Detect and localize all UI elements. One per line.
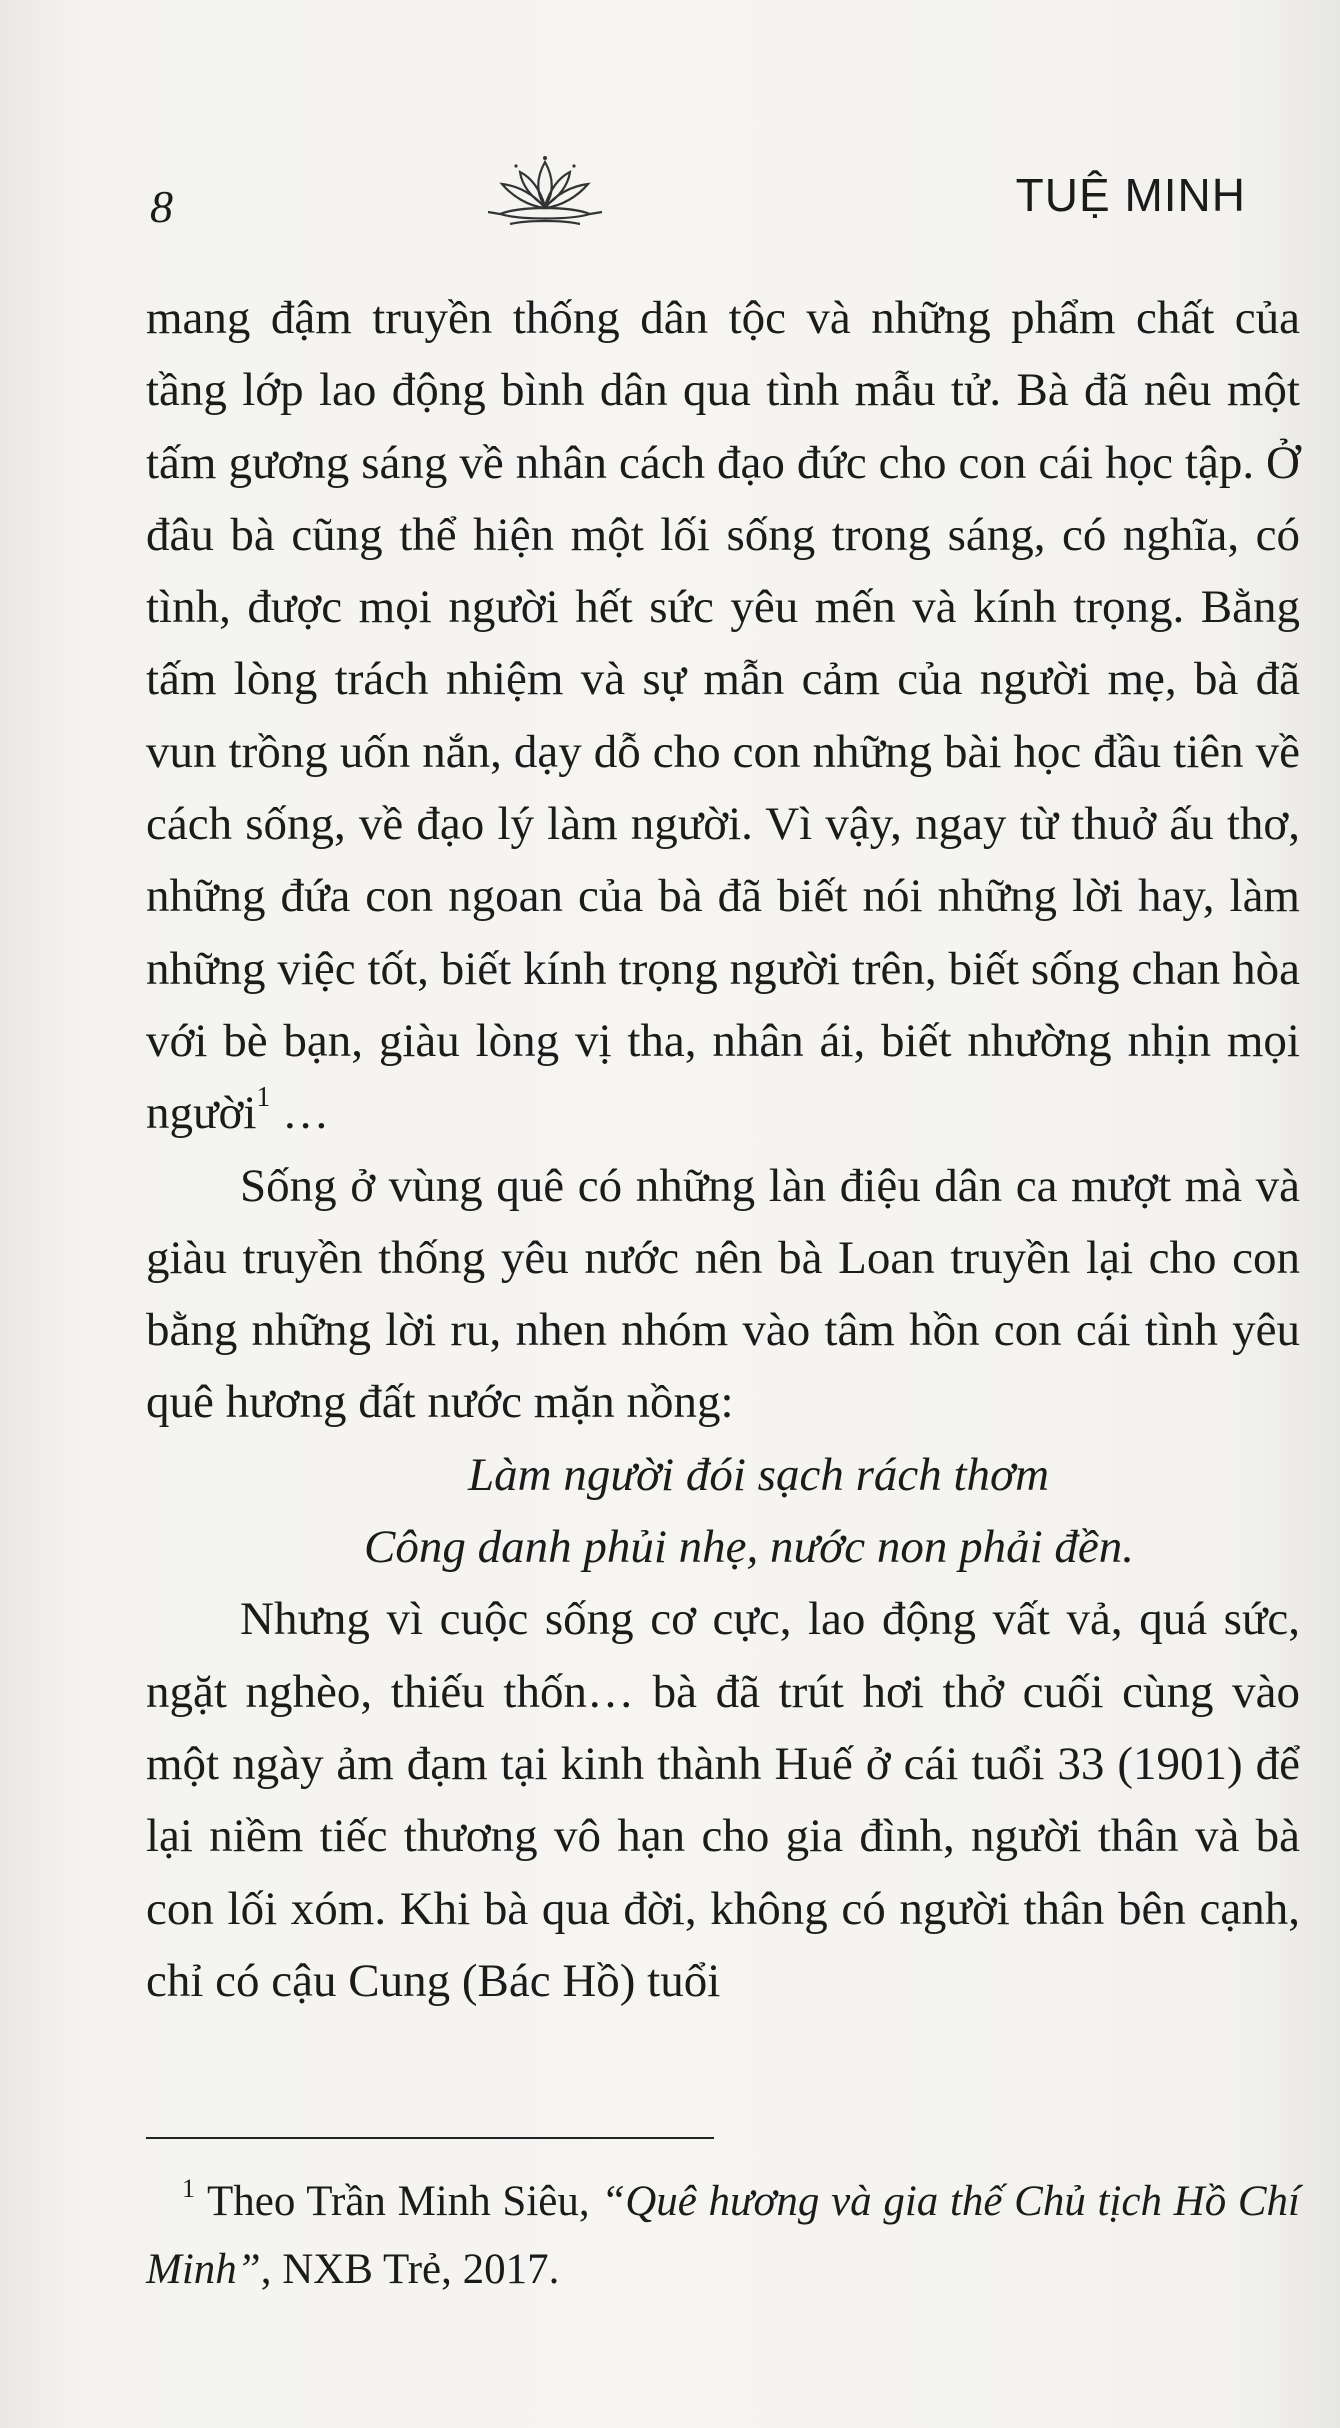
poem-line: Làm người đói sạch rách thơm — [468, 1448, 1050, 1501]
paragraph-text: mang đậm truyền thống dân tộc và những phẩm chất của tầng lớp lao động bình dân qua tình mẫu tử. Bà đã nêu một tấm gương sáng về nhân cách đạo đức cho con cái học tập. Ở đâu bà cũng thể hiện một lối sống trong sáng, có nghĩa, có tình, được mọi người hết sức yêu mến và kính trọng. Bằng tấm lòng trách nhiệm và sự mẫn cảm của người mẹ, bà đã vun trồng uốn nắn, dạy dỗ cho con những bài học đầu tiên về cách sống, về đạo lý làm người. Vì vậy, ngay từ thuở ấu thơ, những đứa con ngoan của bà đã biết nói những lời hay, làm những việc tốt, biết kính trọng người trên, biết sống chan hòa với bè bạn, giàu lòng vị tha, nhân ái, biết nhường nhịn mọi người — [146, 292, 1300, 1140]
page-header — [0, 150, 1340, 240]
footnote-divider — [146, 2137, 714, 2139]
paragraph: Nhưng vì cuộc sống cơ cực, lao động vất vả, quá sức, ngặt nghèo, thiếu thốn… bà đã trút hơi thở cuối cùng vào một ngày ảm đạm tại kinh thành Huế ở cái tuổi 33 (1901) để lại niềm tiếc thương vô hạn cho gia đình, người thân và bà con lối xóm. Khi bà qua đời, không có người thân bên cạnh, chỉ có cậu Cung (Bác Hồ) tuổi — [146, 1593, 1300, 2007]
poem-line: Công danh phủi nhẹ, nước non phải đền. — [364, 1521, 1135, 1574]
footnote-reference[interactable]: 1 — [256, 1082, 271, 1114]
lotus-ornament-icon — [480, 150, 610, 240]
footnote-title: “Quê hương và gia thế Chủ tịch Hồ Chí Minh” — [146, 2178, 1300, 2293]
main-text — [146, 282, 1300, 2017]
ellipsis: … — [270, 1087, 330, 1140]
footnote — [146, 2168, 1300, 2304]
footnote-mark: 1 — [182, 2174, 195, 2203]
footnote-text: Theo Trần Minh Siêu, — [207, 2178, 602, 2225]
footnote-publisher: , NXB Trẻ, 2017. — [260, 2246, 560, 2293]
poem-verse — [146, 1439, 1300, 1584]
running-title: TUỆ MINH — [1015, 169, 1246, 221]
paragraph — [146, 282, 1300, 1150]
page-number: 8 — [150, 181, 173, 232]
paragraph: Sống ở vùng quê có những làn điệu dân ca mượt mà và giàu truyền thống yêu nước nên bà Loan truyền lại cho con bằng những lời ru, nhen nhóm vào tâm hồn con cái tình yêu quê hương đất nước mặn nồng: — [146, 1159, 1300, 1429]
